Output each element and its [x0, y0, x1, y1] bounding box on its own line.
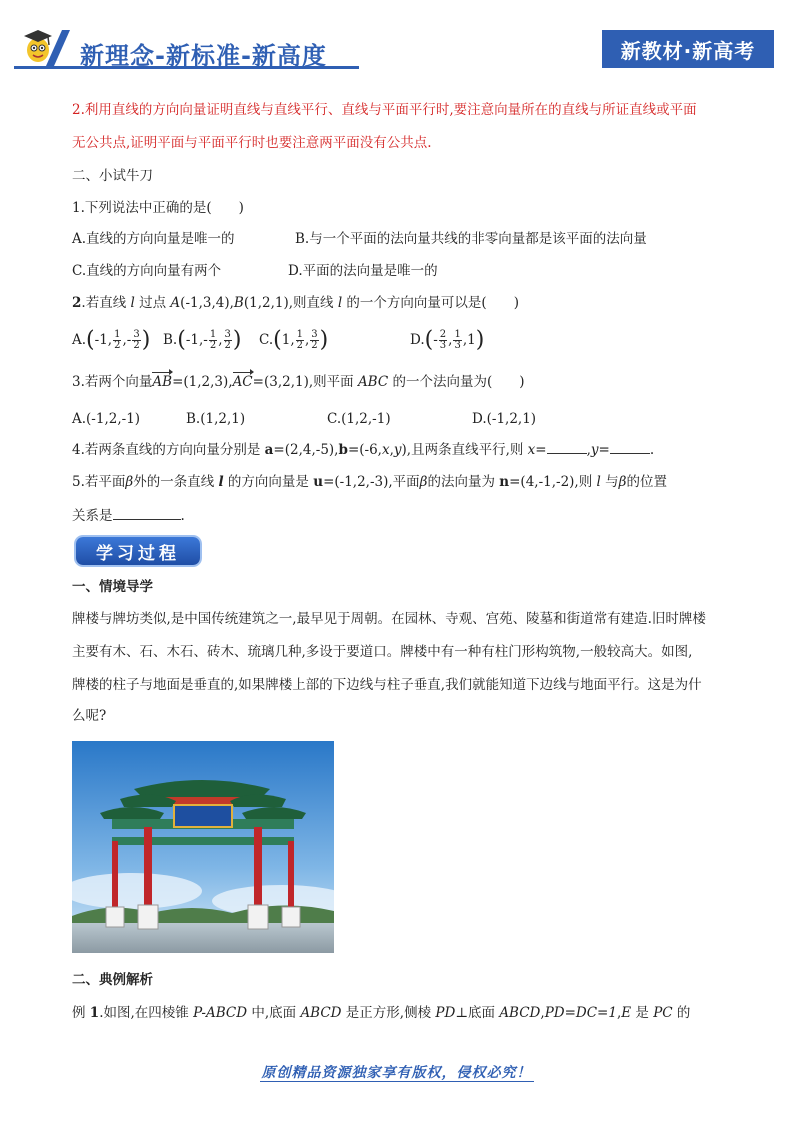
q3-option-b: B.(1,2,1): [186, 411, 246, 427]
q5-vector-n: n: [499, 474, 510, 490]
q4-blank-y[interactable]: [610, 440, 650, 454]
q1-option-c: C.直线的方向向量有两个: [72, 263, 222, 279]
q4-text: =: [598, 442, 610, 458]
q2-text: 的一个方向向量可以是( ): [342, 295, 519, 311]
q5-text: 外的一条直线: [133, 474, 219, 490]
frac-den: 2: [209, 340, 217, 351]
ex1-number: 1: [89, 1005, 100, 1021]
example-1-text: [72, 1003, 690, 1023]
ex1-base: ABCD: [499, 1005, 541, 1021]
q1-stem: 1.下列说法中正确的是( ): [72, 200, 244, 216]
q4-text: =: [535, 442, 547, 458]
frac-den: 2: [133, 340, 140, 351]
section-title-practice: 二、小试牛刀: [72, 168, 153, 184]
q3-text: =(1,2,3),: [172, 374, 233, 390]
paifang-photo: [72, 741, 334, 953]
q2-point-a: A: [170, 295, 181, 311]
q3-text: 的一个法向量为( ): [388, 374, 525, 390]
q2-d-frac2: [453, 330, 461, 351]
q2-a-frac1: [113, 330, 121, 351]
q2-text: (1,2,1),则直线: [243, 295, 338, 311]
q4-text: =(-6,: [347, 442, 382, 458]
q2-a-frac2: [132, 330, 140, 351]
q3-stem: [72, 372, 525, 392]
q5-text: =(-1,2,-3),平面: [323, 474, 420, 490]
note-line-2: 无公共点,证明平面与平面平行时也要注意两平面没有公共点.: [72, 135, 432, 151]
q3-vector-ab: AB: [152, 374, 173, 390]
q2-d-frac1: [439, 330, 447, 351]
q4-var-y: y: [590, 442, 599, 458]
q5-text: 的法向量为: [427, 474, 500, 490]
intro-line-1: 牌楼与牌坊类似,是中国传统建筑之一,最早见于周朝。在园林、寺观、宫苑、陵墓和街道常有建造.旧时牌楼: [72, 611, 706, 627]
ex1-point-e: E: [621, 1005, 632, 1021]
q2-d-end: ,1: [462, 332, 476, 348]
ex1-text: .如图,在四棱锥: [99, 1005, 194, 1021]
frac-den: 2: [224, 340, 231, 351]
q2-b-sep: ,: [218, 332, 223, 348]
example-title: 二、典例解析: [72, 972, 153, 988]
q2-option-c: C.(1, $\frac{1}{2}$ , $\frac{3}{2}$ ): [259, 327, 329, 353]
q5-text: .: [180, 508, 185, 524]
footer-text: 原创精品资源独家享有版权，侵权必究！: [261, 1065, 532, 1081]
q5-vector-u: u: [313, 474, 324, 490]
q5-line-l: l: [596, 474, 601, 490]
ex1-text: 例: [72, 1005, 90, 1021]
q2-text: 过点: [134, 295, 171, 311]
intro-title: 一、情境导学: [72, 579, 153, 595]
q4-text: 4.若两条直线的方向向量分别是: [72, 442, 265, 458]
q2-var-l: l: [130, 295, 135, 311]
q5-plane-beta: β: [125, 474, 134, 490]
q1-option-d: D.平面的法向量是唯一的: [288, 263, 438, 279]
q2-d-sep: ,: [448, 332, 453, 348]
frac-num: 1: [454, 329, 461, 340]
q3-option-c: C.(1,2,-1): [327, 411, 391, 427]
q3-option-d: D.(-1,2,1): [472, 411, 537, 427]
q2-b-int: -1,-: [185, 332, 208, 348]
q3-text: 3.若两个向量: [72, 374, 153, 390]
header-slogan: 新理念-新标准-新高度: [80, 42, 327, 70]
q2-number: 2: [72, 295, 82, 311]
q4-text: =(2,4,-5),: [273, 442, 339, 458]
section-banner-learning-process: 学习过程: [76, 537, 200, 565]
q2-text: .若直线: [81, 295, 131, 311]
q2-d-label: D.: [410, 332, 425, 348]
frac-num: 1: [296, 329, 303, 340]
q4-blank-x[interactable]: [547, 440, 587, 454]
q4-var-x: x: [527, 442, 536, 458]
q2-option-d: D.(- $\frac{2}{3}$ , $\frac{1}{3}$ ,1): [410, 327, 485, 353]
q2-a-int: -1,: [94, 332, 113, 348]
ex1-text: 是正方形,侧棱: [341, 1005, 436, 1021]
frac-den: 3: [439, 340, 447, 351]
ex1-text: ,: [616, 1005, 622, 1021]
q4-vector-a: a: [264, 442, 274, 458]
q2-b-frac1: [209, 330, 217, 351]
frac-num: 1: [209, 329, 217, 340]
q3-text: =(3,2,1),则平面: [252, 374, 358, 390]
q5-stem: [72, 472, 667, 492]
header-badge: 新教材·新高考: [602, 30, 774, 68]
q4-var-x: x: [381, 442, 390, 458]
frac-den: 3: [454, 340, 461, 351]
q2-b-label: B.: [163, 332, 178, 348]
q2-a-label: A.: [72, 332, 87, 348]
q2-a-sep: ,-: [122, 332, 132, 348]
q2-c-frac2: [310, 330, 318, 351]
frac-den: 2: [114, 340, 121, 351]
q5-text: 5.若平面: [72, 474, 126, 490]
q2-var-l: l: [337, 295, 343, 311]
ex1-text: ,: [540, 1005, 545, 1021]
frac-den: 2: [296, 340, 303, 351]
q5-text: 关系是: [72, 508, 113, 524]
ex1-edge-pd: PD: [435, 1005, 456, 1021]
q5-text: 的方向向量是: [223, 474, 314, 490]
q2-c-sep: ,: [305, 332, 310, 348]
frac-num: 1: [114, 329, 121, 340]
q5-line-l: l: [218, 474, 224, 490]
q2-c-int: 1,: [281, 332, 295, 348]
frac-num: 3: [224, 329, 231, 340]
q2-option-b: B.(-1,- $\frac{1}{2}$ , $\frac{3}{2}$ ): [163, 327, 242, 353]
q5-text: 的位置: [626, 474, 667, 490]
ex1-text: 是: [631, 1005, 654, 1021]
ex1-pyramid: P-ABCD: [193, 1005, 248, 1021]
q5-blank[interactable]: [113, 506, 181, 520]
q2-text: (-1,3,4),: [180, 295, 234, 311]
q2-stem: [72, 293, 519, 313]
ex1-text: 的: [672, 1005, 691, 1021]
q2-point-b: B: [233, 295, 244, 311]
frac-num: 3: [311, 329, 318, 340]
q4-stem: [72, 440, 654, 460]
q5-text: 与: [600, 474, 619, 490]
q5-text: =(4,-1,-2),则: [509, 474, 597, 490]
footer-copyright: [0, 1062, 793, 1082]
q4-var-y: y: [393, 442, 402, 458]
q2-b-frac2: [224, 330, 232, 351]
intro-line-4: 么呢?: [72, 708, 107, 724]
frac-den: 2: [311, 340, 318, 351]
q5-plane-beta: β: [419, 474, 428, 490]
q5-stem-cont: [72, 506, 185, 526]
q3-option-a: A.(-1,2,-1): [72, 411, 141, 427]
q2-d-int: -: [433, 332, 438, 348]
q2-option-a: A.(-1, $\frac{1}{2}$ ,- $\frac{3}{2}$ ): [72, 327, 151, 353]
q2-c-label: C.: [259, 332, 274, 348]
intro-line-3: 牌楼的柱子与地面是垂直的,如果牌楼上部的下边线与柱子垂直,我们就能知道下边线与地面平行。这是为什: [72, 677, 702, 693]
q4-text: ),且两条直线平行,则: [401, 442, 528, 458]
q4-vector-b: b: [338, 442, 348, 458]
q4-comma: ,: [389, 442, 394, 458]
ex1-edge-pc: PC: [653, 1005, 673, 1021]
q4-text: .: [649, 442, 655, 458]
mascot-icon: [18, 26, 58, 66]
ex1-base: ABCD: [300, 1005, 342, 1021]
q1-option-a: A.直线的方向向量是唯一的: [72, 231, 235, 247]
q1-option-b: B.与一个平面的法向量共线的非零向量都是该平面的法向量: [295, 231, 647, 247]
q3-vector-ac: AC: [232, 374, 253, 390]
q4-text: ,: [586, 442, 591, 458]
note-line-1: 2.利用直线的方向向量证明直线与直线平行、直线与平面平行时,要注意向量所在的直线与所证直线或平面: [72, 102, 697, 118]
q5-plane-beta: β: [618, 474, 627, 490]
ex1-text: ⊥底面: [455, 1005, 500, 1021]
frac-num: 2: [439, 329, 447, 340]
q3-plane-abc: ABC: [357, 374, 389, 390]
ex1-equation: PD=DC=1: [544, 1005, 617, 1021]
frac-num: 3: [133, 329, 140, 340]
intro-line-2: 主要有木、石、木石、砖木、琉璃几种,多设于要道口。牌楼中有一种有柱门形构筑物,一般较高大。如图,: [72, 644, 693, 660]
ex1-text: 中,底面: [247, 1005, 301, 1021]
q2-c-frac1: [296, 330, 304, 351]
